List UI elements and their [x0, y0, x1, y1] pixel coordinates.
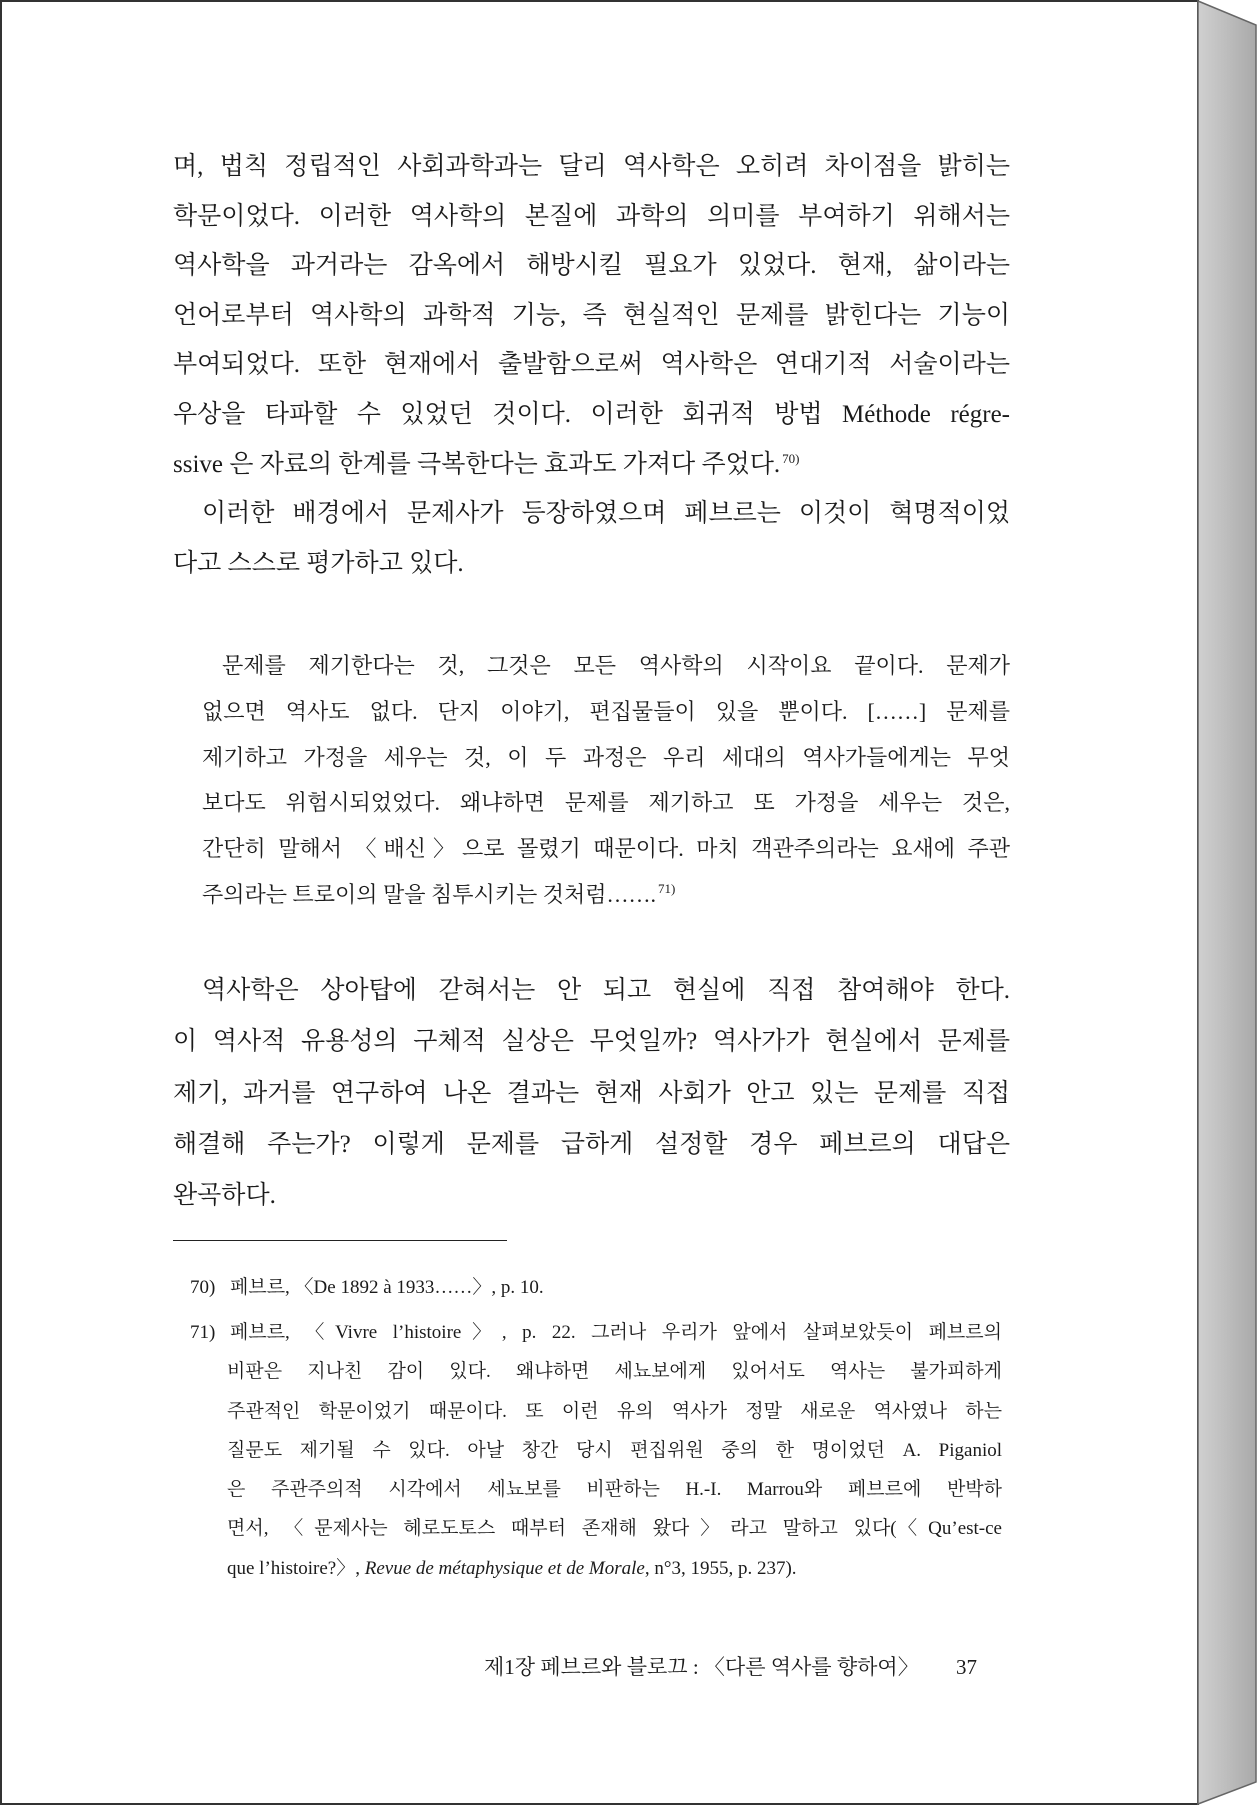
quotation-line: 제기하고 가정을 세우는 것, 이 두 과정은 우리 세대의 역사가들에게는 무엇	[202, 744, 1010, 770]
quotation-line	[202, 872, 1010, 918]
body-text-line: 역사학을 과거라는 감옥에서 해방시킬 필요가 있었다. 현재, 삶이라는	[173, 252, 1010, 280]
page-number: 37	[956, 1655, 977, 1679]
body-text-line: 완곡하다.	[173, 1182, 276, 1210]
footnote-line: 주관적인 학문이었기 때문이다. 또 이런 유의 역사가 정말 새로운 역사였나 하는	[227, 1400, 1002, 1422]
body-text-line	[173, 440, 1010, 490]
main-text	[173, 142, 1010, 588]
footnote-text: que l’histoire?〉,	[227, 1557, 365, 1579]
footnote-text: 페브르, 〈Vivre l’histoire〉, p. 22. 그러나 우리가 앞에서 살펴보았듯이 페브르의	[230, 1322, 1002, 1343]
body-text-line: 이 역사적 유용성의 구체적 실상은 무엇일까? 역사가가 현실에서 문제를	[173, 1028, 1010, 1056]
footnote-line: 은 주관주의적 시각에서 세뇨보를 비판하는 H.-I. Marrou와 페브르에 반박하	[227, 1479, 1002, 1501]
body-text-line: 해결해 주는가? 이렇게 문제를 급하게 설정할 경우 페브르의 대답은	[173, 1130, 1010, 1158]
journal-title: Revue de métaphysique et de Morale	[364, 1557, 645, 1579]
chapter-title: 제1장 페브르와 블로끄 : 〈다른 역사를 향하여〉	[484, 1655, 919, 1679]
footnote-line: 비판은 지나친 감이 있다. 왜냐하면 세뇨보에게 있어서도 역사는 불가피하게	[227, 1361, 1002, 1383]
quotation-line: 문제를 제기한다는 것, 그것은 모든 역사학의 시작이요 끝이다. 문제가	[222, 653, 1010, 678]
body-text-line: 다고 스스로 평가하고 있다.	[173, 549, 464, 577]
footnote-line	[190, 1268, 1002, 1307]
footnote-number: 70)	[190, 1277, 216, 1298]
body-text-line: 역사학은 상아탑에 갇혀서는 안 되고 현실에 직접 참여해야 한다.	[202, 977, 1010, 1004]
body-text-line: 부여되었다. 또한 현재에서 출발함으로써 역사학은 연대기적 서술이라는	[173, 351, 1010, 379]
quotation-line: 간단히 말해서 〈배신〉으로 몰렸기 때문이다. 마치 객관주의라는 요새에 주관	[202, 836, 1010, 862]
block-quotation	[202, 643, 1010, 918]
footnote-line: 질문도 제기될 수 있다. 아날 창간 당시 편집위원 중의 한 명이었던 A. Piganiol	[227, 1439, 1002, 1461]
closing-paragraph	[173, 965, 1010, 1221]
body-text-line: 우상을 타파할 수 있었던 것이다. 이러한 회귀적 방법 Méthode régre-	[173, 400, 1010, 428]
footnote-line	[190, 1549, 1002, 1588]
quotation-text: 주의라는 트로이의 말을 침투시키는 것처럼…….	[202, 881, 657, 907]
body-text-line: 이러한 배경에서 문제사가 등장하였으며 페브르는 이것이 혁명적이었	[202, 500, 1010, 528]
footnote-70	[190, 1268, 1002, 1307]
footnote-line: 면서, 〈문제사는 헤로도토스 때부터 존재해 왔다〉라고 말하고 있다(〈Qu’est-ce	[227, 1518, 1002, 1540]
running-footer	[484, 1651, 977, 1683]
body-text-line: 며, 법칙 정립적인 사회과학과는 달리 역사학은 오히려 차이점을 밝히는	[173, 153, 1010, 180]
footnote-number: 71)	[190, 1322, 216, 1343]
footnote-divider	[173, 1240, 507, 1241]
footnote-text: , n°3, 1955, p. 237).	[644, 1557, 797, 1579]
body-text-line: 언어로부터 역사학의 과학적 기능, 즉 현실적인 문제를 밝힌다는 기능이	[173, 301, 1010, 329]
footnote-reference: 71)	[658, 880, 676, 896]
quotation-line: 없으면 역사도 없다. 단지 이야기, 편집물들이 있을 뿐이다. [……] 문제를	[202, 698, 1010, 724]
body-text-line: 학문이었다. 이러한 역사학의 본질에 과학의 의미를 부여하기 위해서는	[173, 202, 1010, 230]
body-text: ssive 은 자료의 한계를 극복한다는 효과도 가져다 주었다.	[173, 450, 781, 478]
footnote-reference: 70)	[782, 450, 800, 466]
footnote-line	[190, 1313, 1002, 1352]
body-text-line: 제기, 과거를 연구하여 나온 결과는 현재 사회가 안고 있는 문제를 직접	[173, 1079, 1010, 1107]
page-edge	[1198, 1, 1256, 1804]
quotation-line: 보다도 위험시되었었다. 왜냐하면 문제를 제기하고 또 가정을 세우는 것은,	[202, 790, 1010, 816]
footnote-text: 페브르, 〈De 1892 à 1933……〉, p. 10.	[230, 1277, 544, 1298]
footnote-71	[190, 1313, 1002, 1588]
